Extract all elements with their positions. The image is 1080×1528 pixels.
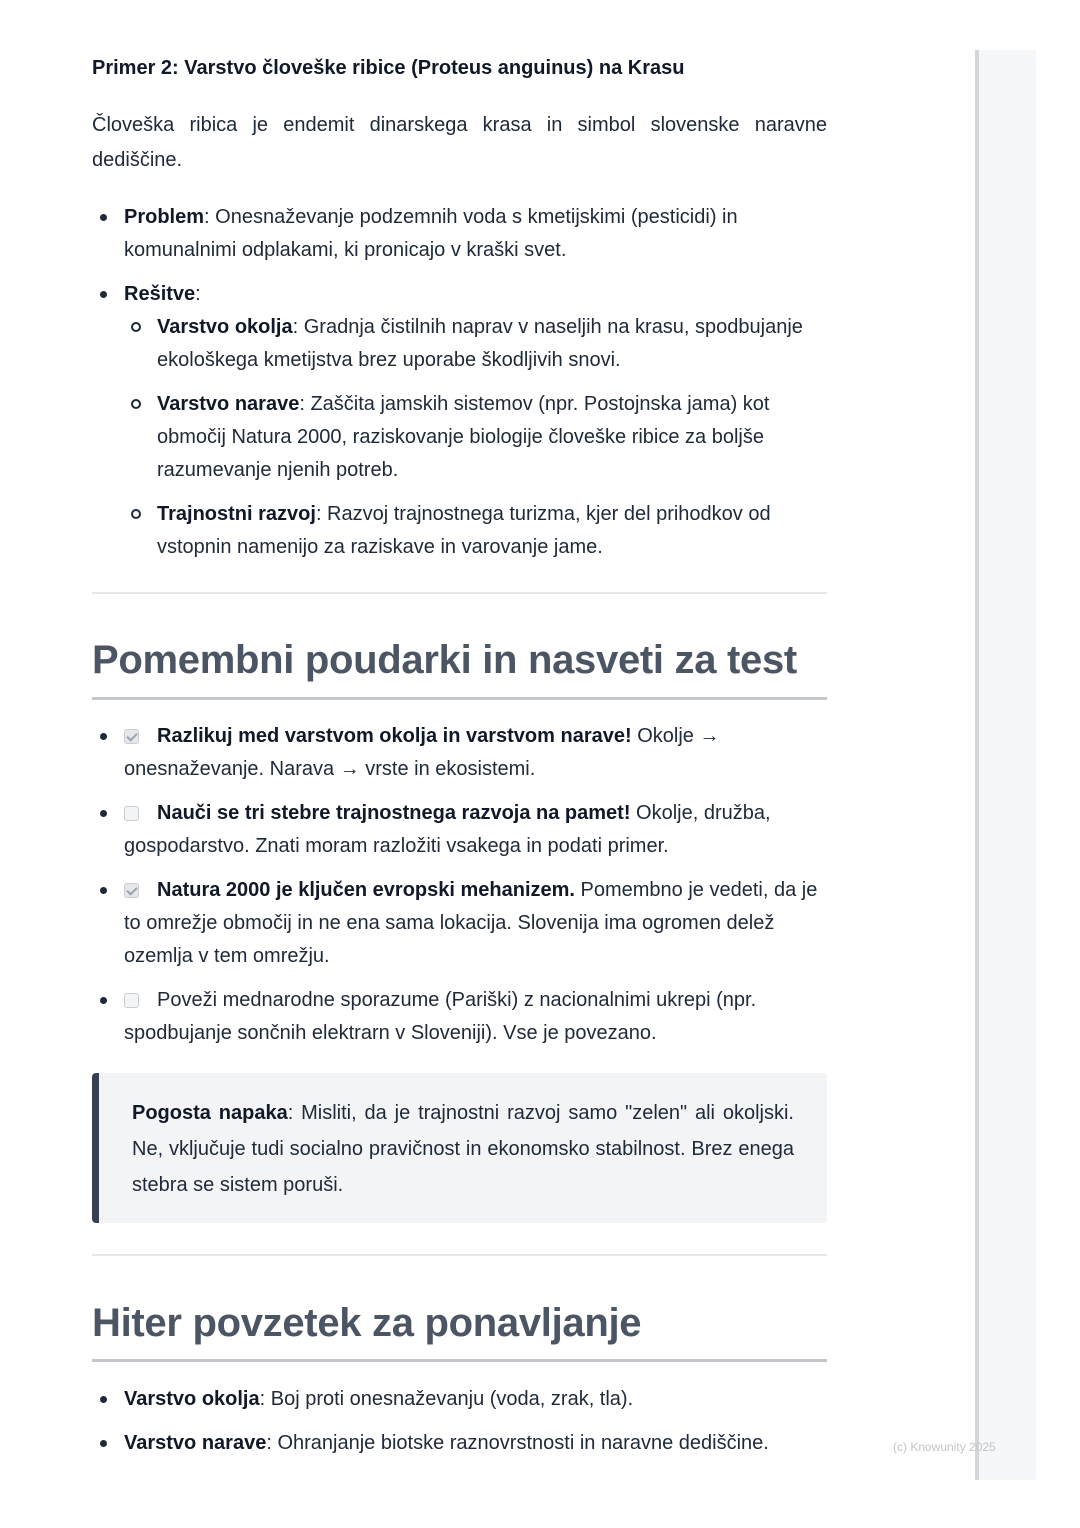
example-title: Primer 2: Varstvo človeške ribice (Proteus anguinus) na Krasu <box>92 57 685 79</box>
tip-item <box>92 874 827 973</box>
checkbox-unchecked[interactable] <box>124 806 139 821</box>
summary-list <box>92 1383 827 1460</box>
tip-text: Poveži mednarodne sporazume (Pariški) z nacionalnimi ukrepi (npr. spodbujanje sončnih elektrarn v Sloveniji). Vse je povezano. <box>124 989 757 1044</box>
sublist-item-text: : Razvoj trajnostnega turizma, kjer del prihodkov od vstopnin namenijo za raziskave in varovanje jame. <box>157 503 771 558</box>
example-list <box>92 201 827 564</box>
tip-text: Pomembno je vedeti, da je to omrežje območij in ne ena sama lokacija. Slovenija ima ogromen delež ozemlja v tem omrežju. <box>124 879 818 967</box>
sublist-item <box>124 311 827 377</box>
summary-item <box>92 1427 827 1460</box>
solutions-label: Rešitve <box>124 283 196 305</box>
sublist-item-label: Varstvo narave <box>157 393 300 415</box>
sublist-item-text: : Zaščita jamskih sistemov (npr. Postojnska jama) kot območij Natura 2000, raziskovanje biologije človeške ribice za boljše razumevanje njenih potreb. <box>157 393 770 481</box>
checkbox-checked[interactable] <box>124 729 139 744</box>
right-margin-panel <box>975 50 1036 1480</box>
solutions-sublist <box>124 311 827 564</box>
tips-heading: Pomembni poudarki in nasveti za test <box>92 638 797 682</box>
summary-item <box>92 1383 827 1416</box>
watermark: (c) Knowunity 2025 <box>893 1440 996 1454</box>
summary-item-text: : Boj proti onesnaževanju (voda, zrak, tla). <box>259 1388 634 1410</box>
sublist-item-label: Varstvo okolja <box>157 316 293 338</box>
tip-bold: Natura 2000 je ključen evropski mehanizem. <box>157 879 575 901</box>
divider <box>92 1254 827 1256</box>
list-item-problem <box>92 201 827 267</box>
sublist-item <box>124 388 827 487</box>
sublist-item-text: : Gradnja čistilnih naprav v naseljih na krasu, spodbujanje ekološkega kmetijstva brez uporabe škodljivih snovi. <box>157 316 803 371</box>
tip-text: Okolje, družba, gospodarstvo. Znati moram razložiti vsakega in podati primer. <box>124 802 771 857</box>
problem-text: : Onesnaževanje podzemnih voda s kmetijskimi (pesticidi) in komunalnimi odplakami, ki pronicajo v kraški svet. <box>124 206 738 261</box>
checkbox-checked[interactable] <box>124 883 139 898</box>
checkbox-unchecked[interactable] <box>124 993 139 1008</box>
heading-underline <box>92 1359 827 1362</box>
tip-bold: Razlikuj med varstvom okolja in varstvom narave! <box>157 725 632 747</box>
sublist-item-label: Trajnostni razvoj <box>157 503 316 525</box>
tip-bold: Nauči se tri stebre trajnostnega razvoja na pamet! <box>157 802 631 824</box>
summary-heading: Hiter povzetek za ponavljanje <box>92 1301 642 1345</box>
callout-text: : Misliti, da je trajnostni razvoj samo "zelen" ali okoljski. Ne, vključuje tudi socialno pravičnost in ekonomsko stabilnost. Brez enega stebra se sistem poruši. <box>132 1102 794 1196</box>
heading-underline <box>92 697 827 700</box>
tips-list <box>92 720 827 1050</box>
tip-text: Okolje → onesnaževanje. Narava → vrste in ekosistemi. <box>124 725 720 780</box>
list-item-solutions <box>92 278 827 564</box>
tip-item <box>92 720 827 786</box>
summary-item-text: : Ohranjanje biotske raznovrstnosti in naravne dediščine. <box>266 1432 769 1454</box>
tip-item <box>92 797 827 863</box>
divider <box>92 592 827 594</box>
tip-item <box>92 984 827 1050</box>
callout-label: Pogosta napaka <box>132 1102 288 1124</box>
example-intro: Človeška ribica je endemit dinarskega krasa in simbol slovenske naravne dediščine. <box>92 114 827 171</box>
summary-item-label: Varstvo narave <box>124 1432 267 1454</box>
problem-label: Problem <box>124 206 205 228</box>
summary-item-label: Varstvo okolja <box>124 1388 260 1410</box>
common-mistake-callout <box>92 1073 827 1223</box>
solutions-colon: : <box>195 283 201 305</box>
sublist-item <box>124 498 827 564</box>
